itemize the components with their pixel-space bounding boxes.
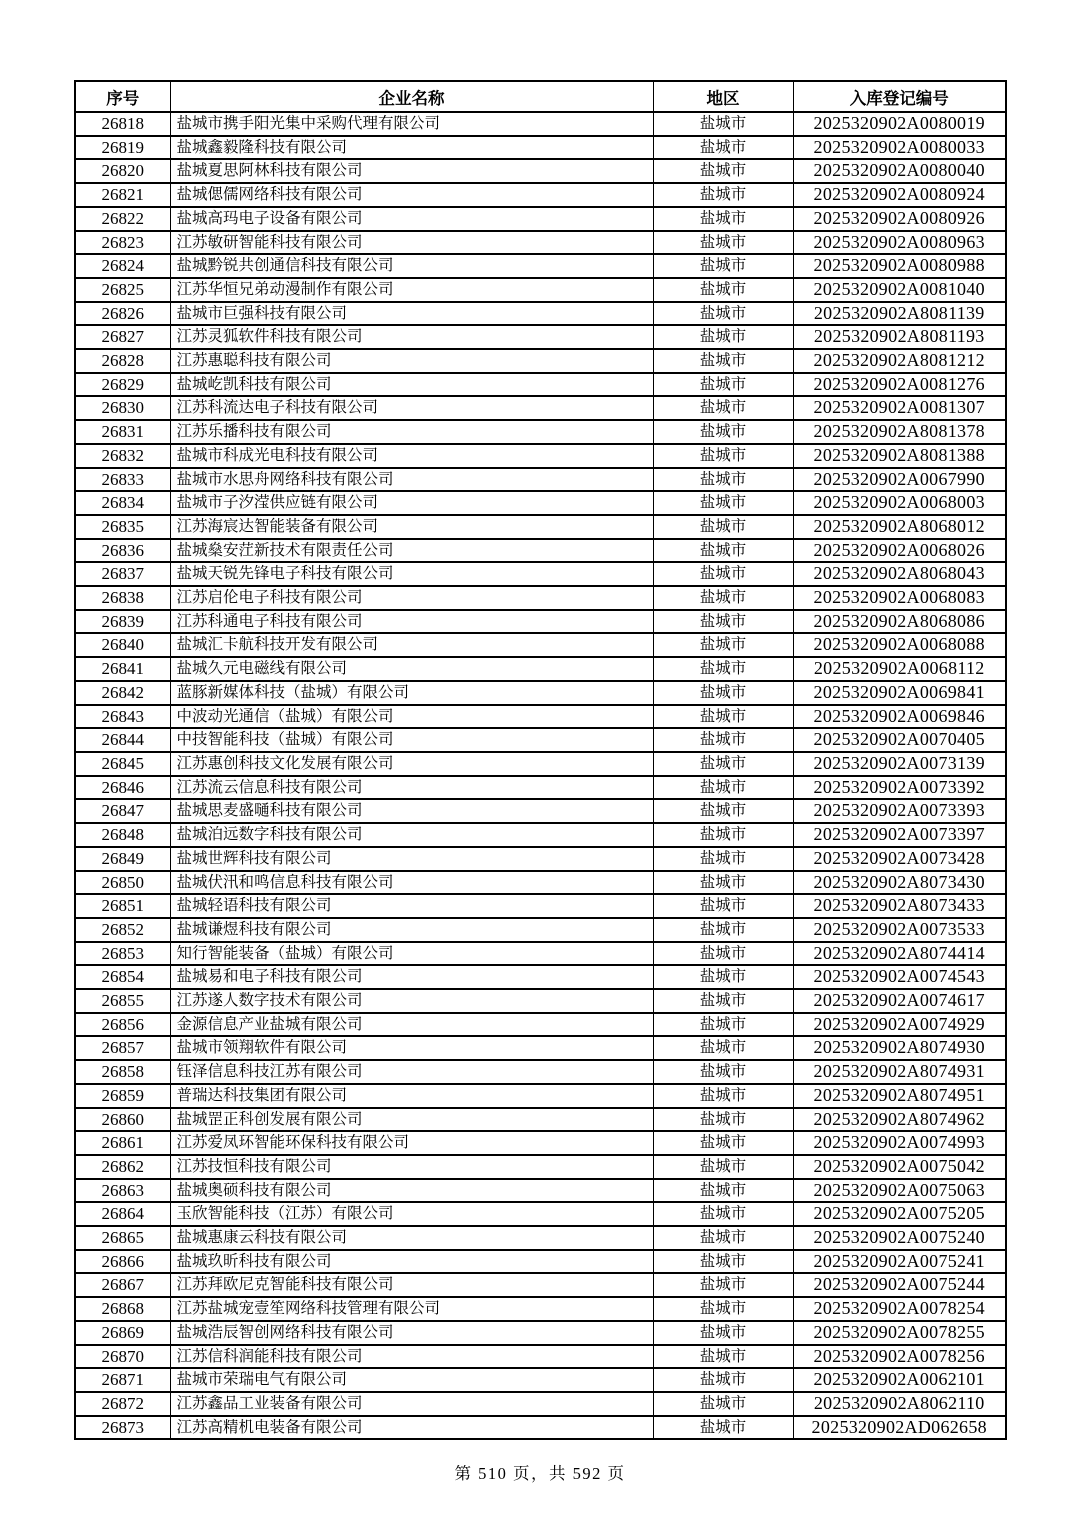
cell-name: 盐城易和电子科技有限公司 bbox=[170, 965, 653, 989]
cell-name: 江苏遂人数字技术有限公司 bbox=[170, 989, 653, 1013]
cell-region: 盐城市 bbox=[653, 207, 793, 231]
cell-regno: 2025320902A0068003 bbox=[793, 491, 1006, 515]
table-row bbox=[75, 657, 1006, 681]
cell-regno: 2025320902A0062101 bbox=[793, 1368, 1006, 1392]
cell-name: 江苏华恒兄弟动漫制作有限公司 bbox=[170, 278, 653, 302]
cell-name: 江苏拜欧尼克智能科技有限公司 bbox=[170, 1273, 653, 1297]
cell-regno: 2025320902A0078255 bbox=[793, 1321, 1006, 1345]
cell-name: 盐城鑫毅隆科技有限公司 bbox=[170, 136, 653, 160]
table-row bbox=[75, 1297, 1006, 1321]
cell-regno: 2025320902A0068026 bbox=[793, 539, 1006, 563]
cell-seq: 26870 bbox=[75, 1345, 170, 1369]
cell-regno: 2025320902A0080924 bbox=[793, 183, 1006, 207]
table-row bbox=[75, 539, 1006, 563]
cell-name: 盐城汇卡航科技开发有限公司 bbox=[170, 633, 653, 657]
cell-region: 盐城市 bbox=[653, 183, 793, 207]
cell-name: 盐城市子汐滢供应链有限公司 bbox=[170, 491, 653, 515]
table-row bbox=[75, 681, 1006, 705]
cell-region: 盐城市 bbox=[653, 254, 793, 278]
cell-name: 江苏乐播科技有限公司 bbox=[170, 420, 653, 444]
table-row bbox=[75, 894, 1006, 918]
cell-seq: 26839 bbox=[75, 610, 170, 634]
cell-region: 盐城市 bbox=[653, 965, 793, 989]
cell-regno: 2025320902A0081307 bbox=[793, 396, 1006, 420]
cell-name: 盐城偲儒网络科技有限公司 bbox=[170, 183, 653, 207]
table-row bbox=[75, 159, 1006, 183]
cell-regno: 2025320902A0069846 bbox=[793, 705, 1006, 729]
cell-regno: 2025320902A8081378 bbox=[793, 420, 1006, 444]
table-row bbox=[75, 610, 1006, 634]
cell-name: 盐城罡正科创发展有限公司 bbox=[170, 1108, 653, 1132]
cell-name: 玉欣智能科技（江苏）有限公司 bbox=[170, 1202, 653, 1226]
cell-name: 盐城市领翔软件有限公司 bbox=[170, 1036, 653, 1060]
table-row bbox=[75, 1179, 1006, 1203]
cell-seq: 26866 bbox=[75, 1250, 170, 1274]
cell-seq: 26833 bbox=[75, 468, 170, 492]
table-row bbox=[75, 112, 1006, 136]
cell-name: 江苏启伦电子科技有限公司 bbox=[170, 586, 653, 610]
cell-region: 盐城市 bbox=[653, 112, 793, 136]
table-row bbox=[75, 1416, 1006, 1440]
cell-seq: 26832 bbox=[75, 444, 170, 468]
header-row bbox=[75, 81, 1006, 112]
cell-region: 盐城市 bbox=[653, 1131, 793, 1155]
cell-seq: 26840 bbox=[75, 633, 170, 657]
cell-regno: 2025320902A0080019 bbox=[793, 112, 1006, 136]
cell-regno: 2025320902A0080033 bbox=[793, 136, 1006, 160]
table-row bbox=[75, 373, 1006, 397]
cell-region: 盐城市 bbox=[653, 1368, 793, 1392]
table-row bbox=[75, 847, 1006, 871]
cell-name: 盐城浩辰智创网络科技有限公司 bbox=[170, 1321, 653, 1345]
cell-region: 盐城市 bbox=[653, 1226, 793, 1250]
cell-seq: 26857 bbox=[75, 1036, 170, 1060]
cell-region: 盐城市 bbox=[653, 1416, 793, 1440]
cell-seq: 26825 bbox=[75, 278, 170, 302]
cell-region: 盐城市 bbox=[653, 136, 793, 160]
table-row bbox=[75, 728, 1006, 752]
cell-regno: 2025320902A0069841 bbox=[793, 681, 1006, 705]
cell-regno: 2025320902A8081212 bbox=[793, 349, 1006, 373]
cell-name: 江苏高精机电装备有限公司 bbox=[170, 1416, 653, 1440]
cell-regno: 2025320902A0074993 bbox=[793, 1131, 1006, 1155]
cell-regno: 2025320902A0073428 bbox=[793, 847, 1006, 871]
table-row bbox=[75, 231, 1006, 255]
cell-region: 盐城市 bbox=[653, 847, 793, 871]
cell-name: 盐城伏汛和鸣信息科技有限公司 bbox=[170, 871, 653, 895]
cell-name: 盐城燊安茳新技术有限责任公司 bbox=[170, 539, 653, 563]
cell-seq: 26863 bbox=[75, 1179, 170, 1203]
table-row bbox=[75, 633, 1006, 657]
company-registry-table bbox=[74, 80, 1007, 1440]
cell-seq: 26836 bbox=[75, 539, 170, 563]
cell-seq: 26843 bbox=[75, 705, 170, 729]
cell-region: 盐城市 bbox=[653, 823, 793, 847]
table-header bbox=[75, 81, 1006, 112]
cell-regno: 2025320902A0075205 bbox=[793, 1202, 1006, 1226]
cell-region: 盐城市 bbox=[653, 728, 793, 752]
cell-seq: 26864 bbox=[75, 1202, 170, 1226]
cell-seq: 26827 bbox=[75, 325, 170, 349]
table-row bbox=[75, 1202, 1006, 1226]
cell-name: 盐城谦煜科技有限公司 bbox=[170, 918, 653, 942]
header-seq: 序号 bbox=[75, 81, 170, 112]
cell-region: 盐城市 bbox=[653, 894, 793, 918]
cell-seq: 26835 bbox=[75, 515, 170, 539]
cell-name: 江苏敏研智能科技有限公司 bbox=[170, 231, 653, 255]
table-row bbox=[75, 562, 1006, 586]
table-row bbox=[75, 1060, 1006, 1084]
header-company-name: 企业名称 bbox=[170, 81, 653, 112]
page-number: 第 510 页，共 592 页 bbox=[454, 1464, 626, 1483]
table-row bbox=[75, 1273, 1006, 1297]
cell-region: 盐城市 bbox=[653, 1345, 793, 1369]
table-row bbox=[75, 1226, 1006, 1250]
cell-regno: 2025320902A0075240 bbox=[793, 1226, 1006, 1250]
cell-region: 盐城市 bbox=[653, 1321, 793, 1345]
cell-region: 盐城市 bbox=[653, 776, 793, 800]
cell-regno: 2025320902A0075244 bbox=[793, 1273, 1006, 1297]
cell-seq: 26841 bbox=[75, 657, 170, 681]
cell-region: 盐城市 bbox=[653, 799, 793, 823]
cell-region: 盐城市 bbox=[653, 1060, 793, 1084]
cell-seq: 26838 bbox=[75, 586, 170, 610]
table-row bbox=[75, 752, 1006, 776]
cell-regno: 2025320902A0081040 bbox=[793, 278, 1006, 302]
cell-name: 金源信息产业盐城有限公司 bbox=[170, 1013, 653, 1037]
cell-region: 盐城市 bbox=[653, 231, 793, 255]
cell-region: 盐城市 bbox=[653, 1108, 793, 1132]
table-row bbox=[75, 1392, 1006, 1416]
cell-name: 盐城泊远数字科技有限公司 bbox=[170, 823, 653, 847]
table-row bbox=[75, 1368, 1006, 1392]
cell-seq: 26854 bbox=[75, 965, 170, 989]
cell-name: 江苏盐城宠壹笙网络科技管理有限公司 bbox=[170, 1297, 653, 1321]
cell-name: 江苏科通电子科技有限公司 bbox=[170, 610, 653, 634]
table-row bbox=[75, 776, 1006, 800]
cell-seq: 26851 bbox=[75, 894, 170, 918]
cell-regno: 2025320902A0074929 bbox=[793, 1013, 1006, 1037]
cell-region: 盐城市 bbox=[653, 1250, 793, 1274]
cell-region: 盐城市 bbox=[653, 633, 793, 657]
cell-name: 中波动光通信（盐城）有限公司 bbox=[170, 705, 653, 729]
cell-name: 知行智能装备（盐城）有限公司 bbox=[170, 942, 653, 966]
table-row bbox=[75, 278, 1006, 302]
table-row bbox=[75, 136, 1006, 160]
cell-seq: 26821 bbox=[75, 183, 170, 207]
cell-seq: 26824 bbox=[75, 254, 170, 278]
cell-seq: 26847 bbox=[75, 799, 170, 823]
cell-region: 盐城市 bbox=[653, 539, 793, 563]
cell-regno: 2025320902A8073430 bbox=[793, 871, 1006, 895]
table-row bbox=[75, 491, 1006, 515]
cell-regno: 2025320902A0073533 bbox=[793, 918, 1006, 942]
cell-region: 盐城市 bbox=[653, 1202, 793, 1226]
cell-seq: 26873 bbox=[75, 1416, 170, 1440]
cell-name: 江苏惠创科技文化发展有限公司 bbox=[170, 752, 653, 776]
cell-seq: 26867 bbox=[75, 1273, 170, 1297]
cell-name: 江苏流云信息科技有限公司 bbox=[170, 776, 653, 800]
cell-name: 江苏灵狐软件科技有限公司 bbox=[170, 325, 653, 349]
cell-name: 江苏海宸达智能装备有限公司 bbox=[170, 515, 653, 539]
cell-name: 盐城市携手阳光集中采购代理有限公司 bbox=[170, 112, 653, 136]
cell-regno: 2025320902A0068088 bbox=[793, 633, 1006, 657]
table-row bbox=[75, 1131, 1006, 1155]
cell-region: 盐城市 bbox=[653, 1179, 793, 1203]
table-row bbox=[75, 989, 1006, 1013]
cell-region: 盐城市 bbox=[653, 515, 793, 539]
cell-region: 盐城市 bbox=[653, 491, 793, 515]
cell-seq: 26834 bbox=[75, 491, 170, 515]
cell-region: 盐城市 bbox=[653, 871, 793, 895]
cell-seq: 26837 bbox=[75, 562, 170, 586]
cell-name: 盐城市水思舟网络科技有限公司 bbox=[170, 468, 653, 492]
cell-seq: 26853 bbox=[75, 942, 170, 966]
cell-regno: 2025320902A0075063 bbox=[793, 1179, 1006, 1203]
cell-name: 盐城市巨强科技有限公司 bbox=[170, 302, 653, 326]
cell-seq: 26860 bbox=[75, 1108, 170, 1132]
cell-regno: 2025320902A0073392 bbox=[793, 776, 1006, 800]
cell-region: 盐城市 bbox=[653, 681, 793, 705]
cell-region: 盐城市 bbox=[653, 1273, 793, 1297]
table-row bbox=[75, 871, 1006, 895]
cell-name: 钰泽信息科技江苏有限公司 bbox=[170, 1060, 653, 1084]
table-row bbox=[75, 1155, 1006, 1179]
cell-seq: 26865 bbox=[75, 1226, 170, 1250]
cell-seq: 26822 bbox=[75, 207, 170, 231]
header-region: 地区 bbox=[653, 81, 793, 112]
cell-region: 盐城市 bbox=[653, 302, 793, 326]
cell-region: 盐城市 bbox=[653, 705, 793, 729]
cell-seq: 26855 bbox=[75, 989, 170, 1013]
table-row bbox=[75, 302, 1006, 326]
cell-regno: 2025320902A0074543 bbox=[793, 965, 1006, 989]
cell-name: 盐城屹凯科技有限公司 bbox=[170, 373, 653, 397]
cell-seq: 26844 bbox=[75, 728, 170, 752]
cell-seq: 26842 bbox=[75, 681, 170, 705]
cell-region: 盐城市 bbox=[653, 159, 793, 183]
cell-regno: 2025320902A0073393 bbox=[793, 799, 1006, 823]
cell-region: 盐城市 bbox=[653, 610, 793, 634]
cell-regno: 2025320902A0073397 bbox=[793, 823, 1006, 847]
cell-region: 盐城市 bbox=[653, 942, 793, 966]
cell-regno: 2025320902A0078256 bbox=[793, 1345, 1006, 1369]
cell-name: 盐城市荣瑞电气有限公司 bbox=[170, 1368, 653, 1392]
cell-name: 江苏爱凤环智能环保科技有限公司 bbox=[170, 1131, 653, 1155]
cell-regno: 2025320902A8074951 bbox=[793, 1084, 1006, 1108]
cell-name: 盐城市科成光电科技有限公司 bbox=[170, 444, 653, 468]
table-body bbox=[75, 112, 1006, 1439]
cell-regno: 2025320902A0074617 bbox=[793, 989, 1006, 1013]
cell-regno: 2025320902A0075042 bbox=[793, 1155, 1006, 1179]
cell-regno: 2025320902A0075241 bbox=[793, 1250, 1006, 1274]
cell-regno: 2025320902A8068043 bbox=[793, 562, 1006, 586]
cell-regno: 2025320902A8074414 bbox=[793, 942, 1006, 966]
cell-name: 盐城奥硕科技有限公司 bbox=[170, 1179, 653, 1203]
cell-seq: 26819 bbox=[75, 136, 170, 160]
cell-name: 盐城夏思阿林科技有限公司 bbox=[170, 159, 653, 183]
table-row bbox=[75, 1321, 1006, 1345]
table-row bbox=[75, 965, 1006, 989]
cell-seq: 26871 bbox=[75, 1368, 170, 1392]
table-row bbox=[75, 420, 1006, 444]
table-row bbox=[75, 1084, 1006, 1108]
cell-name: 盐城久元电磁线有限公司 bbox=[170, 657, 653, 681]
cell-regno: 2025320902A0080926 bbox=[793, 207, 1006, 231]
cell-region: 盐城市 bbox=[653, 444, 793, 468]
cell-seq: 26872 bbox=[75, 1392, 170, 1416]
table-row bbox=[75, 207, 1006, 231]
cell-name: 江苏科流达电子科技有限公司 bbox=[170, 396, 653, 420]
table-row bbox=[75, 183, 1006, 207]
cell-seq: 26826 bbox=[75, 302, 170, 326]
cell-name: 普瑞达科技集团有限公司 bbox=[170, 1084, 653, 1108]
cell-regno: 2025320902A0068112 bbox=[793, 657, 1006, 681]
table-row bbox=[75, 705, 1006, 729]
cell-seq: 26820 bbox=[75, 159, 170, 183]
cell-seq: 26858 bbox=[75, 1060, 170, 1084]
cell-region: 盐城市 bbox=[653, 325, 793, 349]
cell-seq: 26859 bbox=[75, 1084, 170, 1108]
cell-name: 中技智能科技（盐城）有限公司 bbox=[170, 728, 653, 752]
cell-regno: 2025320902A0080988 bbox=[793, 254, 1006, 278]
cell-regno: 2025320902A0080963 bbox=[793, 231, 1006, 255]
cell-seq: 26828 bbox=[75, 349, 170, 373]
cell-region: 盐城市 bbox=[653, 468, 793, 492]
cell-seq: 26852 bbox=[75, 918, 170, 942]
cell-regno: 2025320902A8068012 bbox=[793, 515, 1006, 539]
cell-regno: 2025320902A8068086 bbox=[793, 610, 1006, 634]
cell-regno: 2025320902A0081276 bbox=[793, 373, 1006, 397]
table-row bbox=[75, 325, 1006, 349]
table-row bbox=[75, 918, 1006, 942]
cell-seq: 26856 bbox=[75, 1013, 170, 1037]
cell-regno: 2025320902A0068083 bbox=[793, 586, 1006, 610]
cell-region: 盐城市 bbox=[653, 396, 793, 420]
cell-seq: 26862 bbox=[75, 1155, 170, 1179]
cell-seq: 26845 bbox=[75, 752, 170, 776]
cell-regno: 2025320902A8074930 bbox=[793, 1036, 1006, 1060]
cell-regno: 2025320902A8081139 bbox=[793, 302, 1006, 326]
cell-name: 盐城思麦盛嗵科技有限公司 bbox=[170, 799, 653, 823]
cell-regno: 2025320902A8081388 bbox=[793, 444, 1006, 468]
cell-region: 盐城市 bbox=[653, 586, 793, 610]
cell-region: 盐城市 bbox=[653, 1392, 793, 1416]
cell-seq: 26831 bbox=[75, 420, 170, 444]
cell-region: 盐城市 bbox=[653, 373, 793, 397]
table-row bbox=[75, 1036, 1006, 1060]
cell-regno: 2025320902A0080040 bbox=[793, 159, 1006, 183]
cell-name: 盐城黔锐共创通信科技有限公司 bbox=[170, 254, 653, 278]
cell-region: 盐城市 bbox=[653, 1013, 793, 1037]
cell-region: 盐城市 bbox=[653, 420, 793, 444]
cell-regno: 2025320902A8074931 bbox=[793, 1060, 1006, 1084]
cell-seq: 26846 bbox=[75, 776, 170, 800]
cell-name: 盐城世辉科技有限公司 bbox=[170, 847, 653, 871]
cell-regno: 2025320902AD062658 bbox=[793, 1416, 1006, 1440]
cell-region: 盐城市 bbox=[653, 278, 793, 302]
table-row bbox=[75, 823, 1006, 847]
cell-seq: 26850 bbox=[75, 871, 170, 895]
table-row bbox=[75, 396, 1006, 420]
table-row bbox=[75, 1345, 1006, 1369]
cell-seq: 26848 bbox=[75, 823, 170, 847]
cell-name: 蓝豚新媒体科技（盐城）有限公司 bbox=[170, 681, 653, 705]
table-row bbox=[75, 942, 1006, 966]
cell-seq: 26830 bbox=[75, 396, 170, 420]
cell-name: 江苏技恒科技有限公司 bbox=[170, 1155, 653, 1179]
table-row bbox=[75, 254, 1006, 278]
cell-seq: 26818 bbox=[75, 112, 170, 136]
cell-seq: 26829 bbox=[75, 373, 170, 397]
table-row bbox=[75, 1108, 1006, 1132]
cell-name: 江苏惠聪科技有限公司 bbox=[170, 349, 653, 373]
cell-seq: 26823 bbox=[75, 231, 170, 255]
cell-seq: 26849 bbox=[75, 847, 170, 871]
cell-region: 盐城市 bbox=[653, 918, 793, 942]
cell-seq: 26861 bbox=[75, 1131, 170, 1155]
cell-regno: 2025320902A8074962 bbox=[793, 1108, 1006, 1132]
cell-name: 盐城惠康云科技有限公司 bbox=[170, 1226, 653, 1250]
cell-region: 盐城市 bbox=[653, 562, 793, 586]
cell-name: 江苏信科润能科技有限公司 bbox=[170, 1345, 653, 1369]
cell-region: 盐城市 bbox=[653, 1036, 793, 1060]
cell-seq: 26869 bbox=[75, 1321, 170, 1345]
cell-region: 盐城市 bbox=[653, 1084, 793, 1108]
cell-regno: 2025320902A8073433 bbox=[793, 894, 1006, 918]
cell-regno: 2025320902A8062110 bbox=[793, 1392, 1006, 1416]
table-row bbox=[75, 1013, 1006, 1037]
cell-name: 盐城轻语科技有限公司 bbox=[170, 894, 653, 918]
cell-region: 盐城市 bbox=[653, 349, 793, 373]
cell-seq: 26868 bbox=[75, 1297, 170, 1321]
header-registration-no: 入库登记编号 bbox=[793, 81, 1006, 112]
cell-region: 盐城市 bbox=[653, 1297, 793, 1321]
cell-regno: 2025320902A0067990 bbox=[793, 468, 1006, 492]
cell-name: 盐城高玛电子设备有限公司 bbox=[170, 207, 653, 231]
table-row bbox=[75, 468, 1006, 492]
table-row bbox=[75, 515, 1006, 539]
cell-region: 盐城市 bbox=[653, 1155, 793, 1179]
table-row bbox=[75, 1250, 1006, 1274]
table-row bbox=[75, 349, 1006, 373]
cell-name: 盐城玖昕科技有限公司 bbox=[170, 1250, 653, 1274]
cell-region: 盐城市 bbox=[653, 989, 793, 1013]
cell-regno: 2025320902A8081193 bbox=[793, 325, 1006, 349]
table-row bbox=[75, 444, 1006, 468]
cell-name: 江苏鑫品工业装备有限公司 bbox=[170, 1392, 653, 1416]
cell-region: 盐城市 bbox=[653, 657, 793, 681]
cell-name: 盐城天锐先锋电子科技有限公司 bbox=[170, 562, 653, 586]
table-row bbox=[75, 799, 1006, 823]
table-row bbox=[75, 586, 1006, 610]
cell-regno: 2025320902A0070405 bbox=[793, 728, 1006, 752]
cell-regno: 2025320902A0078254 bbox=[793, 1297, 1006, 1321]
cell-region: 盐城市 bbox=[653, 752, 793, 776]
cell-regno: 2025320902A0073139 bbox=[793, 752, 1006, 776]
